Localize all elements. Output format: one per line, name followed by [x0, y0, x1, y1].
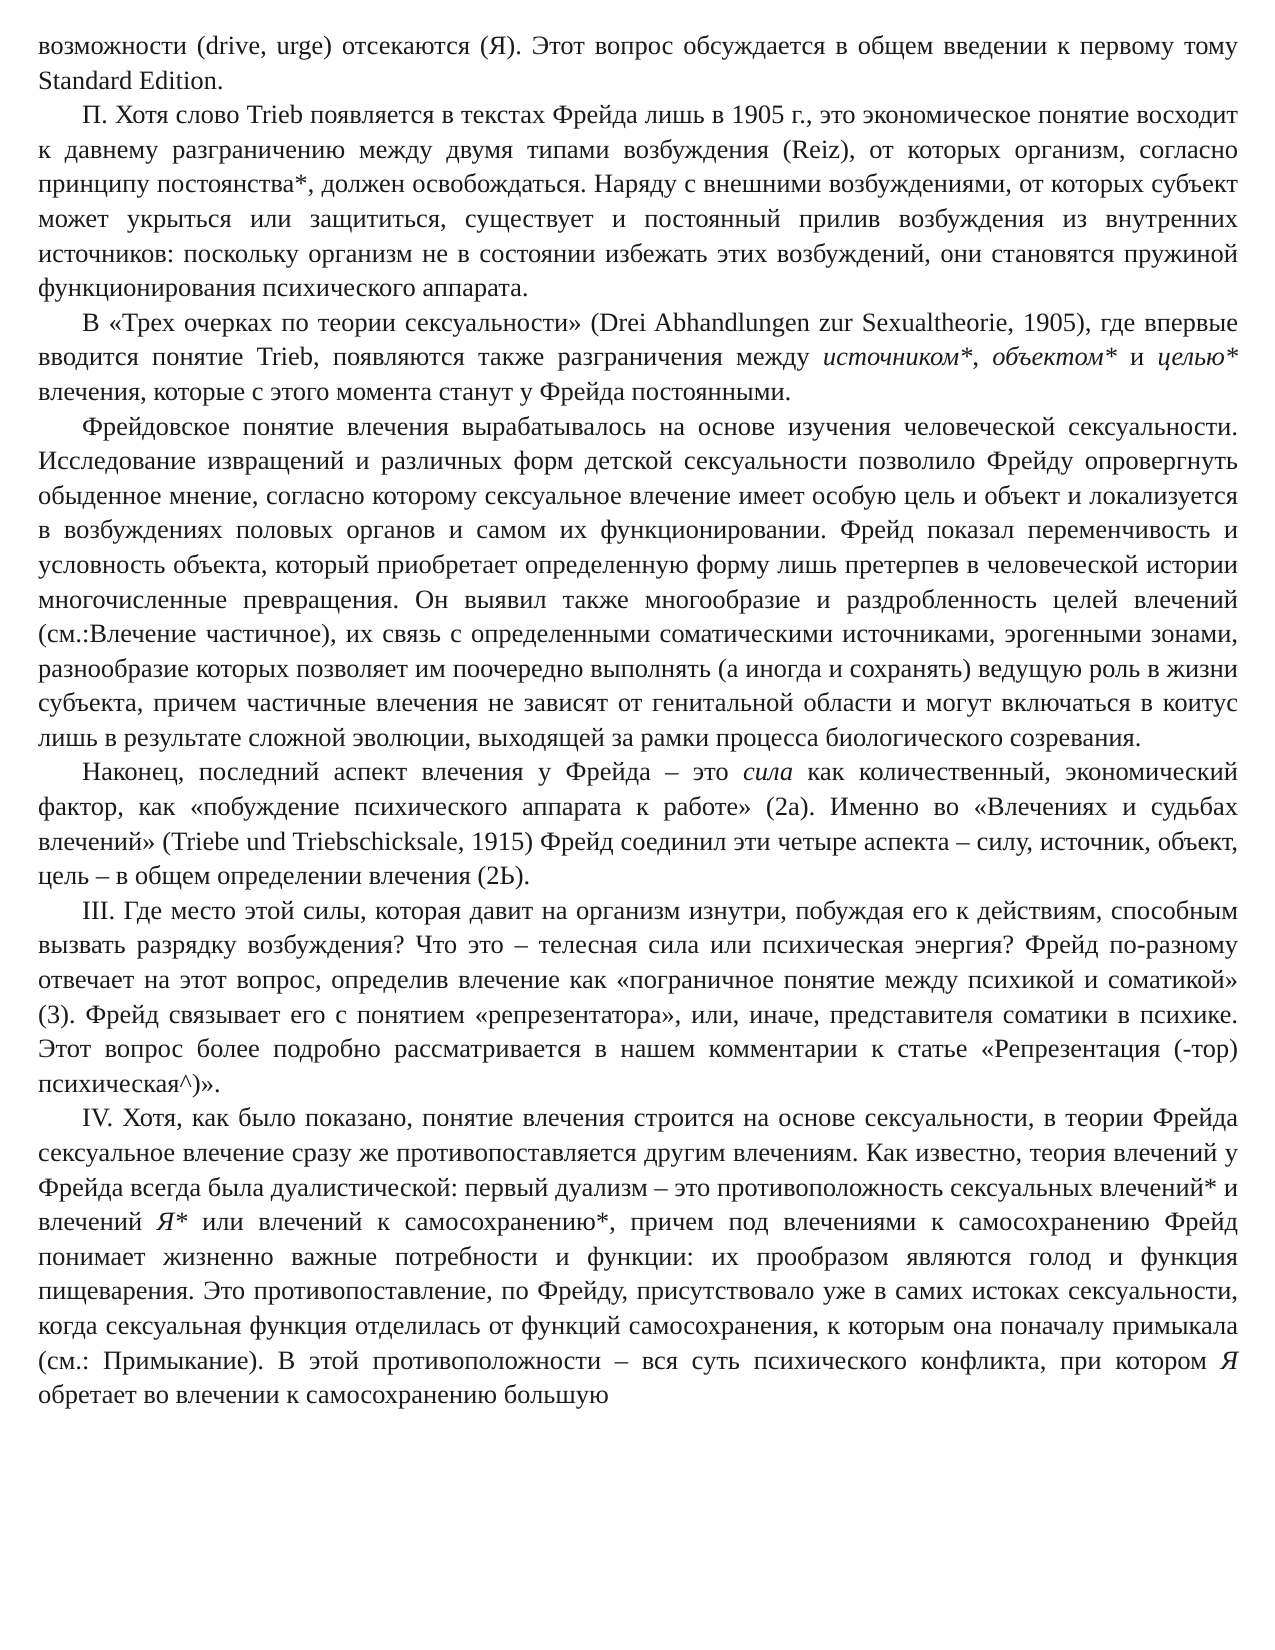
body-paragraph — [38, 754, 1238, 892]
body-paragraph — [38, 28, 1238, 97]
text-run: П. Хотя слово Trieb появляется в текстах Фрейда лишь в 1905 г., это экономическое понятие восходит к давнему разграничению между двумя типами возбуждения (Reiz), от которых организм, согласно принципу постоянства*, должен освобождаться. Наряду с внешними возбуждениями, от которых субъект может укрыться или защититься, существует и постоянный прилив возбуждения из внутренних источников: поскольку организм не в состоянии избежать этих возбуждений, они становятся пружиной функционирования психического аппарата. — [38, 99, 1238, 303]
italic-term: Я* — [156, 1206, 188, 1237]
text-run: или влечений к самосохранению*, причем под влечениями к самосохранению Фрейд понимает жизненно важные потребности и функции: их прообразом являются голод и функция пищеварения. Это противопоставление, по Фрейду, присутствовало уже в самих истоках сексуальности, когда сексуальная функция отделилась от функций самосохранения, к которым она поначалу примыкала (см.: Примыкание). В этой противоположности – вся суть психического конфликта, при котором — [38, 1206, 1238, 1375]
body-paragraph — [38, 409, 1238, 755]
italic-term: целью* — [1157, 341, 1238, 372]
text-run: как количественный, экономический фактор, как «побуждение психического аппарата к работе» (2а). Именно во «Влечениях и судьбах влечений» (Triebe und Triebschicksale, 1915) Фрейд соединил эти четыре аспекта – силу, источник, объект, цель – в общем определении влечения (2Ь). — [38, 756, 1238, 891]
text-run: Фрейдовское понятие влечения вырабатывалось на основе изучения человеческой сексуальности. Исследование извращений и различных форм детской сексуальности позволило Фрейду опровергнуть обыденное мнение, согласно которому сексуальное влечение имеет особую цель и объект и локализуется в возбуждениях половых органов и самом их функционировании. Фрейд показал переменчивость и условность объекта, который приобретает определенную форму лишь претерпев в человеческой истории многочисленные превращения. Он выявил также многообразие и раздробленность целей влечений (см.:Влечение частичное), их связь с определенными соматическими источниками, эрогенными зонами, разнообразие которых позволяет им поочередно выполнять (а иногда и сохранять) ведущую роль в жизни субъекта, причем частичные влечения не зависят от генитальной области и могут включаться в коитус лишь в результате сложной эволюции, выходящей за рамки процесса биологического созревания. — [38, 410, 1238, 752]
body-paragraph — [38, 1100, 1238, 1411]
body-paragraph — [38, 305, 1238, 409]
italic-term: источником* — [822, 341, 973, 372]
italic-term: объектом* — [992, 341, 1117, 372]
text-run: В «Трех очерках по теории сексуальности» (Drei Abhandlungen zur Sexualtheorie, 1905), где впервые вводится понятие Trieb, появляются также разграничения между — [38, 306, 1238, 372]
body-paragraph — [38, 97, 1238, 305]
document-page — [38, 28, 1238, 1412]
italic-term: сила — [742, 756, 794, 787]
text-run: Наконец, последний аспект влечения у Фрейда – это — [82, 756, 743, 787]
text-run: влечения, которые с этого момента станут у Фрейда постоянными. — [38, 375, 792, 406]
text-run: и — [1116, 341, 1158, 372]
italic-term: Я — [1220, 1344, 1238, 1375]
text-run: , — [972, 341, 993, 372]
body-paragraph — [38, 893, 1238, 1101]
text-run: III. Где место этой силы, которая давит на организм изнутри, побуждая его к действиям, способным вызвать разрядку возбуждения? Что это – телесная сила или психическая энергия? Фрейд по-разному отвечает на этот вопрос, определив влечение как «пограничное понятие между психикой и соматикой» (3). Фрейд связывает его с понятием «репрезентатора», или, иначе, представителя соматики в психике. Этот вопрос более подробно рассматривается в нашем комментарии к статье «Репрезентация (-тор) психическая^)». — [38, 894, 1238, 1098]
text-run: возможности (drive, urge) отсекаются (Я). Этот вопрос обсуждается в общем введении к первому тому Standard Edition. — [38, 30, 1238, 95]
text-run: обретает во влечении к самосохранению большую — [38, 1379, 609, 1410]
text-run: IV. Хотя, как было показано, понятие влечения строится на основе сексуальности, в теории Фрейда сексуальное влечение сразу же противопоставляется другим влечениям. Как известно, теория влечений у Фрейда всегда была дуалистической: первый дуализм – это противоположность сексуальных влечений* и влечений — [38, 1102, 1238, 1237]
